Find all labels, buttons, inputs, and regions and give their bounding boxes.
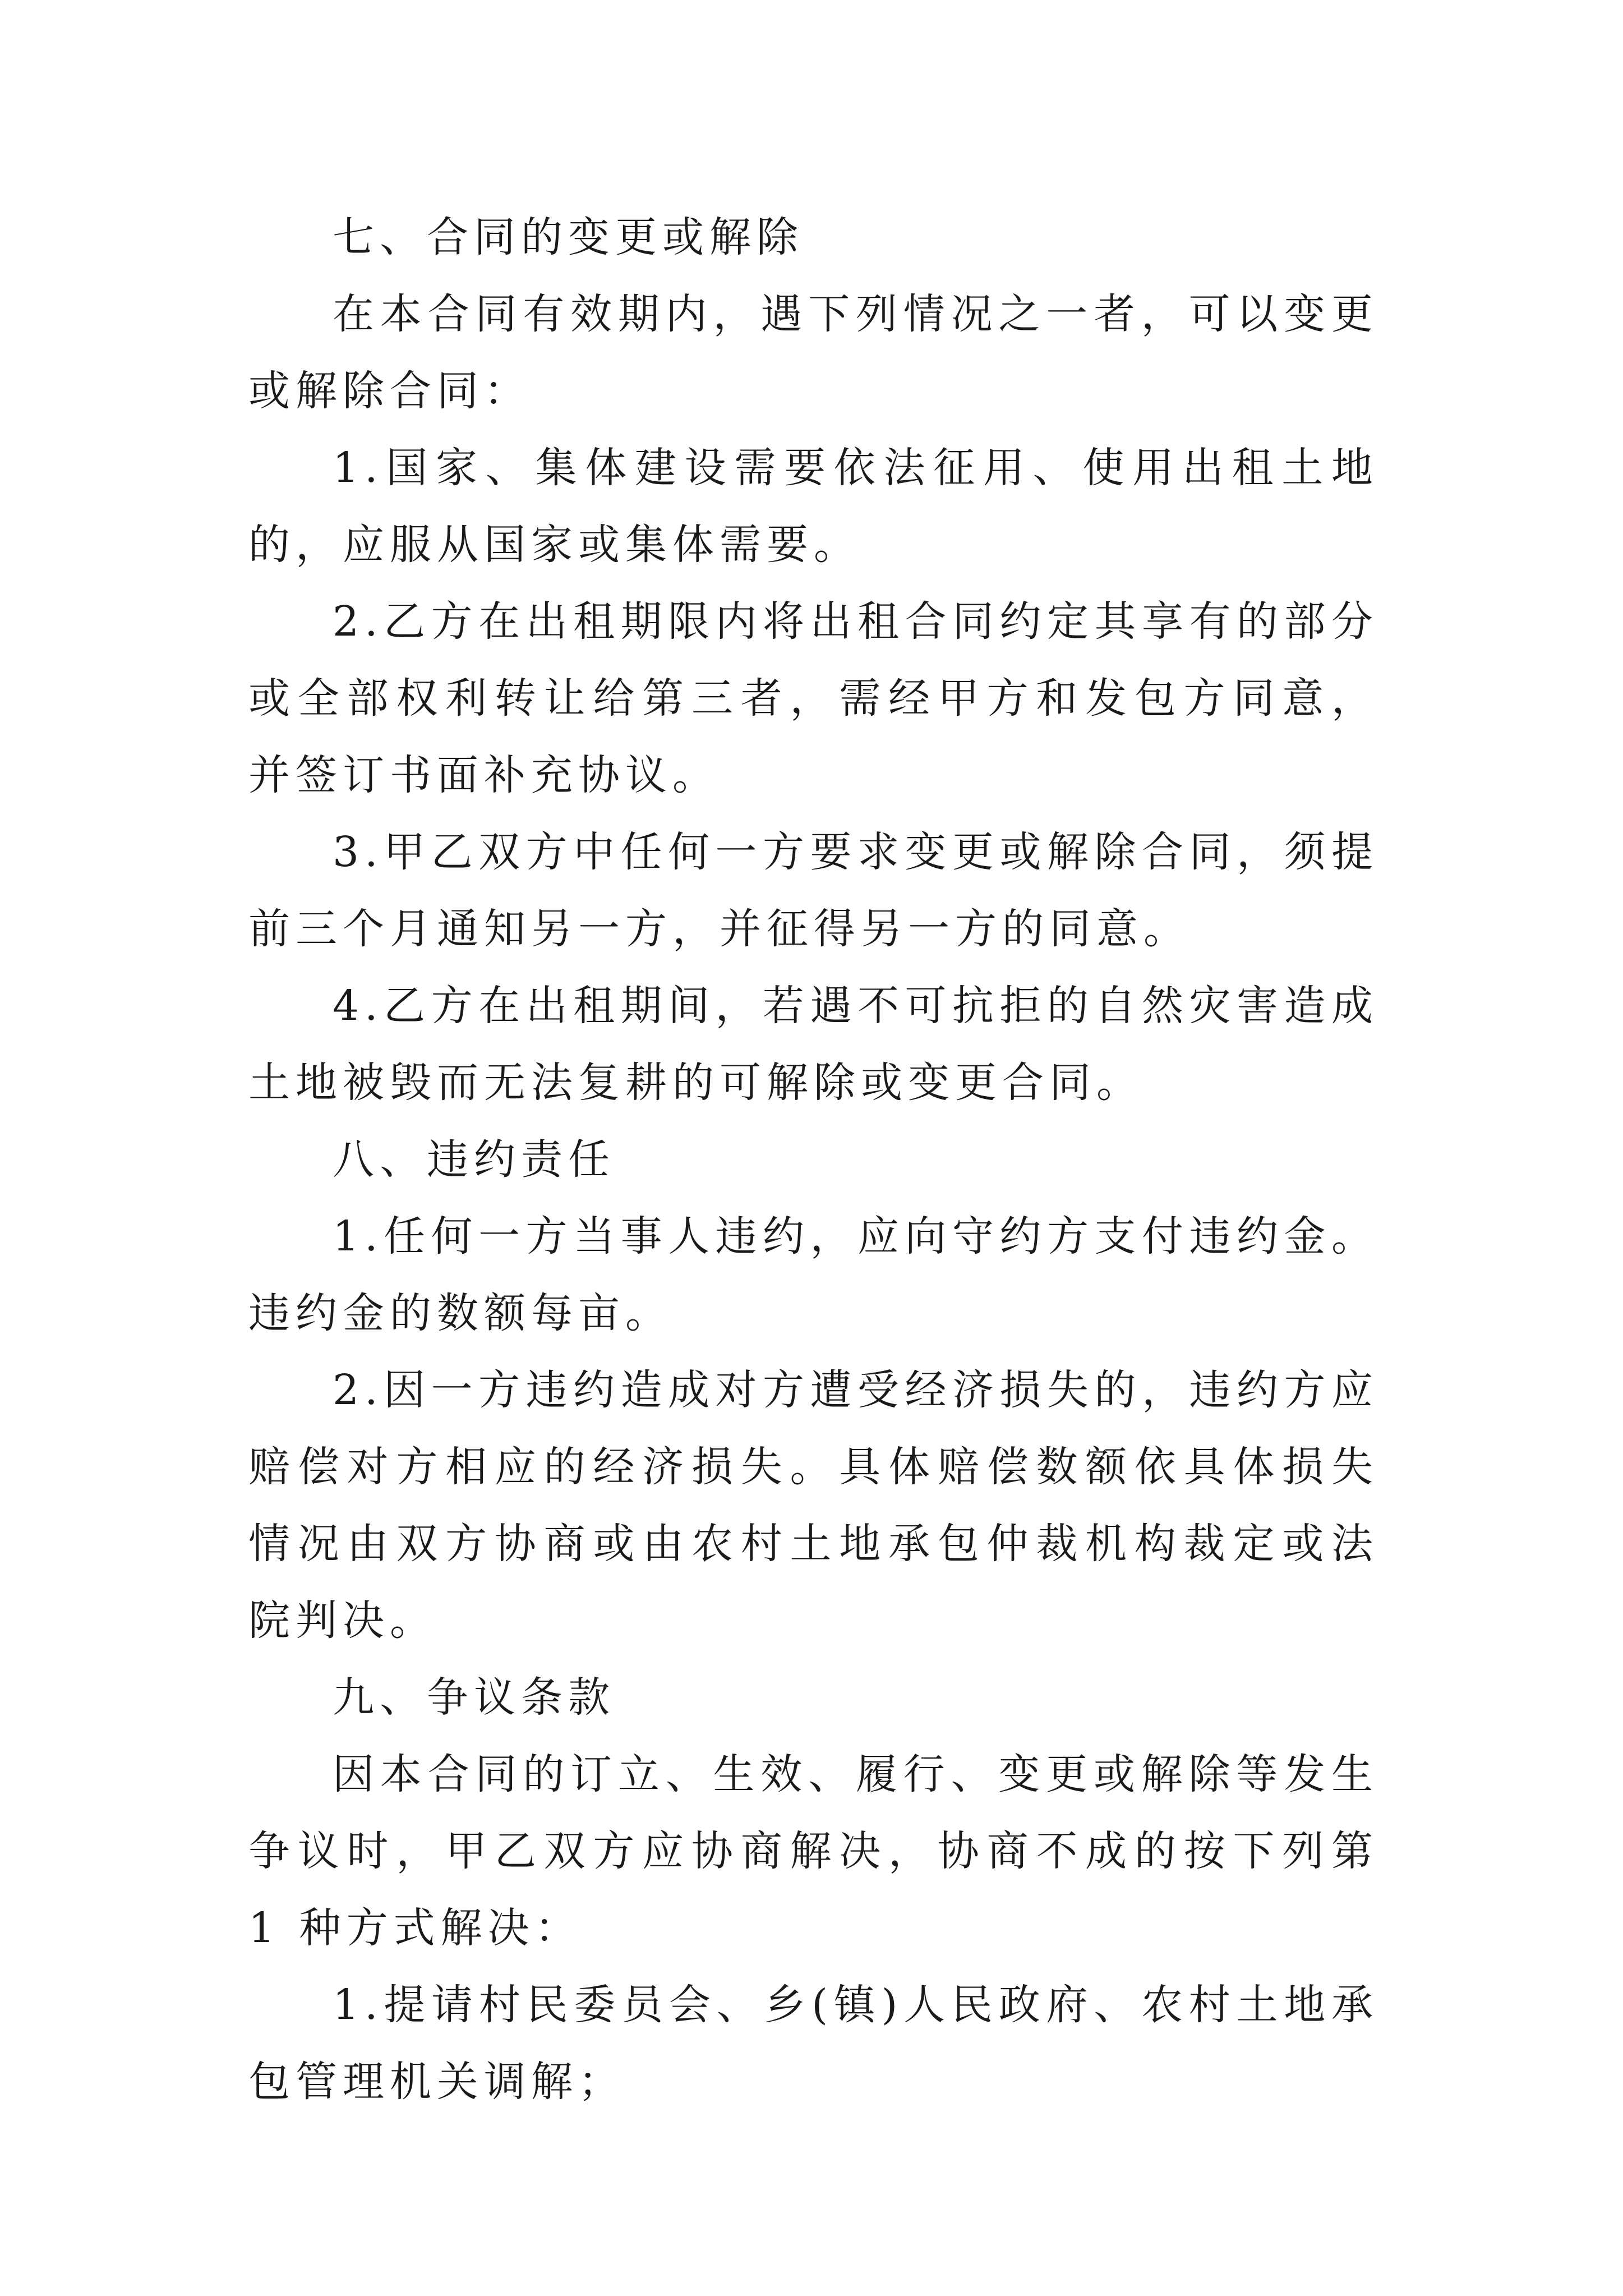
paragraph: 4.乙方在出租期间，若遇不可抗拒的自然灾害造成土地被毁而无法复耕的可解除或变更合同。 (248, 982, 1378, 1107)
paragraph: 2.乙方在出租期限内将出租合同约定其享有的部分或全部权利转让给第三者，需经甲方和发包方同意，并签订书面补充协议。 (248, 597, 1378, 799)
paragraph: 在本合同有效期内，遇下列情况之一者，可以变更或解除合同： (248, 290, 1378, 415)
paragraph: 2.因一方违约造成对方遭受经济损失的，违约方应赔偿对方相应的经济损失。具体赔偿数额依具体损失情况由双方协商或由农村土地承包仲裁机构裁定或法院判决。 (248, 1366, 1378, 1645)
section-heading-9: 九、争议条款 (333, 1673, 615, 1722)
document-body (248, 199, 1378, 2120)
paragraph: 1.提请村民委员会、乡(镇)人民政府、农村土地承包管理机关调解； (248, 1981, 1378, 2106)
paragraph: 1.任何一方当事人违约，应向守约方支付违约金。违约金的数额每亩。 (248, 1212, 1378, 1337)
paragraph: 因本合同的订立、生效、履行、变更或解除等发生争议时，甲乙双方应协商解决，协商不成的按下列第 1 种方式解决： (248, 1750, 1378, 1952)
section-heading-8: 八、违约责任 (333, 1135, 615, 1184)
paragraph: 3.甲乙双方中任何一方要求变更或解除合同，须提前三个月通知另一方，并征得另一方的同意。 (248, 828, 1378, 953)
paragraph: 1.国家、集体建设需要依法征用、使用出租土地的，应服从国家或集体需要。 (248, 444, 1378, 569)
section-heading-7: 七、合同的变更或解除 (333, 213, 804, 261)
